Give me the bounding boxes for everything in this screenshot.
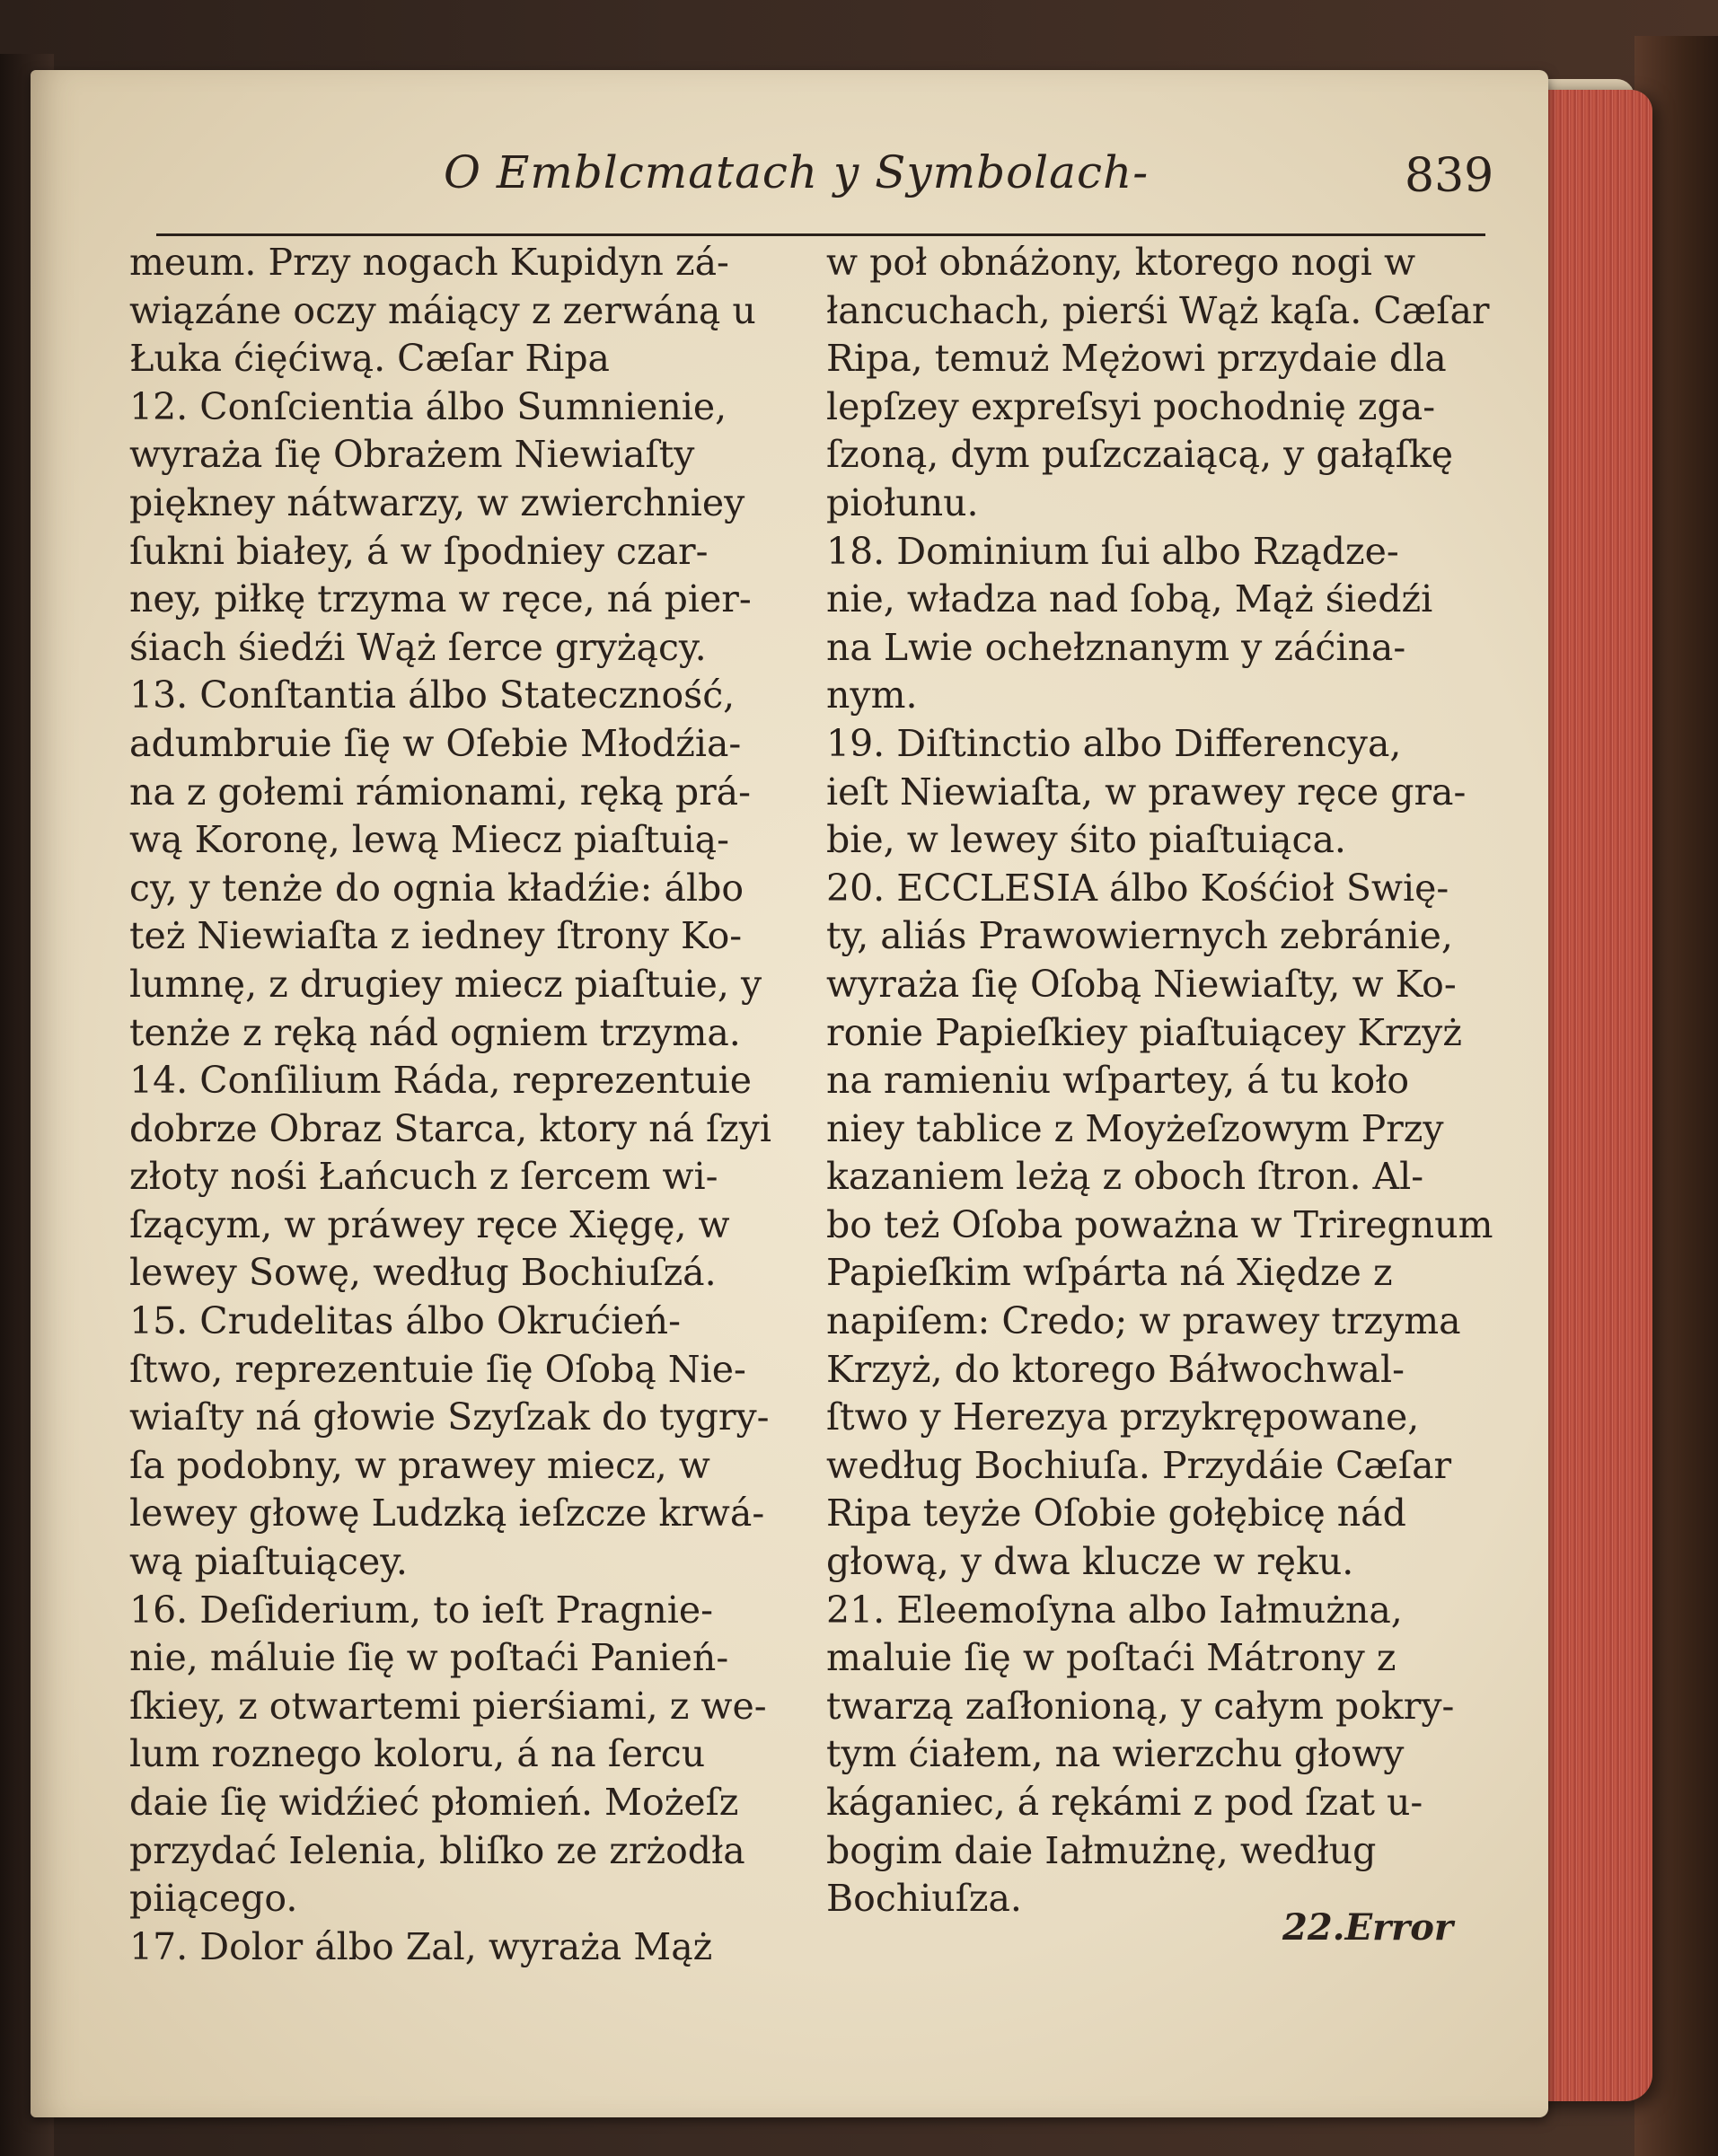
catchword: 22.Error bbox=[1282, 1906, 1453, 1949]
text-line: piołunu. bbox=[826, 480, 979, 524]
text-line: tym ćiałem, na wierzchu głowy bbox=[826, 1732, 1405, 1776]
text-line: ſa podobny, w prawey miecz, w bbox=[129, 1443, 710, 1487]
text-line: kazaniem leżą z oboch ſtron. Al- bbox=[826, 1155, 1424, 1199]
text-line: wyraża ſię Obrażem Niewiaſty bbox=[129, 433, 695, 477]
text-line: 21. Eleemoſyna albo Iałmużna, bbox=[826, 1588, 1403, 1632]
text-line: daie ſię widźieć płomień. Możeſz bbox=[129, 1781, 739, 1824]
text-line: lum roznego koloru, á na ſercu bbox=[129, 1732, 706, 1776]
text-line: adumbruie ſię w Oſebie Młodźia- bbox=[129, 721, 742, 765]
text-line: 14. Conſilium Ráda, reprezentuie bbox=[129, 1059, 753, 1103]
text-line: wiązáne oczy máiący z zerwáną u bbox=[129, 288, 756, 332]
left-column bbox=[129, 239, 789, 1971]
text-line: ronie Papieſkiey piaſtuiącey Krzyż bbox=[826, 1010, 1462, 1054]
right-column bbox=[826, 239, 1493, 1923]
text-line: 13. Conſtantia álbo Stateczność, bbox=[129, 673, 736, 717]
text-line: głową, y dwa klucze w ręku. bbox=[826, 1540, 1354, 1584]
page-number: 839 bbox=[1405, 149, 1494, 203]
text-line: Ripa, temuż Mężowi przydaie dla bbox=[826, 337, 1447, 381]
text-line: nie, władza nad ſobą, Mąż śiedźi bbox=[826, 577, 1433, 621]
text-line: 20. ECCLESIA álbo Kośćioł Swię- bbox=[826, 866, 1449, 910]
text-line: Łuka ćięćiwą. Cæſar Ripa bbox=[129, 337, 611, 381]
text-line: bie, w lewey śito piaſtuiąca. bbox=[826, 818, 1346, 862]
text-line: wą piaſtuiącey. bbox=[129, 1540, 408, 1584]
text-line: złoty nośi Łańcuch z ſercem wi- bbox=[129, 1155, 718, 1199]
text-line: ſukni białey, á w ſpodniey czar- bbox=[129, 529, 709, 573]
text-line: cy, y tenże do ognia kładźie: álbo bbox=[129, 866, 744, 910]
text-line: na ramieniu wſpartey, á tu koło bbox=[826, 1059, 1410, 1103]
text-line: káganiec, á rękámi z pod ſzat u- bbox=[826, 1781, 1423, 1824]
text-line: przydać Ielenia, bliſko ze zrżodła bbox=[129, 1828, 745, 1872]
text-line: nym. bbox=[826, 673, 918, 717]
text-line: meum. Przy nogach Kupidyn zá- bbox=[129, 241, 729, 284]
text-line: napiſem: Credo; w prawey trzyma bbox=[826, 1299, 1461, 1343]
text-line: na z gołemi rámionami, ręką prá- bbox=[129, 770, 751, 814]
text-line: niey tablice z Moyżeſzowym Przy bbox=[826, 1106, 1444, 1150]
text-line: wą Koronę, lewą Miecz piaſtuią- bbox=[129, 818, 729, 862]
text-line: ney, piłkę trzyma w ręce, ná pier- bbox=[129, 577, 752, 621]
text-line: 17. Dolor álbo Zal, wyraża Mąż bbox=[129, 1924, 713, 1968]
text-line: śiach śiedźi Wąż ſerce gryżący. bbox=[129, 625, 707, 669]
text-line: ieſt Niewiaſta, w prawey ręce gra- bbox=[826, 770, 1467, 814]
text-line: 18. Dominium ſui albo Rządze- bbox=[826, 529, 1399, 573]
text-line: tenże z ręką nád ogniem trzyma. bbox=[129, 1010, 741, 1054]
text-line: lumnę, z drugiey miecz piaſtuie, y bbox=[129, 962, 762, 1006]
text-line: piękney nátwarzy, w zwierchniey bbox=[129, 480, 745, 524]
header-rule bbox=[156, 233, 1485, 236]
text-line: 15. Crudelitas álbo Okrućień- bbox=[129, 1299, 681, 1343]
text-line: wyraża ſię Oſobą Niewiaſty, w Ko- bbox=[826, 962, 1457, 1006]
book-page bbox=[31, 70, 1548, 2117]
text-line: Bochiuſza. bbox=[826, 1877, 1022, 1921]
text-line: w poł obnáżony, ktorego nogi w bbox=[826, 241, 1416, 284]
text-line: 12. Conſcientia álbo Sumnienie, bbox=[129, 384, 727, 428]
text-line: maluie ſię w poſtaći Mátrony z bbox=[826, 1636, 1396, 1680]
text-line: według Bochiuſa. Przydáie Cæſar bbox=[826, 1443, 1452, 1487]
text-line: ſzącym, w práwey ręce Xięgę, w bbox=[129, 1202, 730, 1246]
text-line: nie, máluie ſię w poſtaći Panień- bbox=[129, 1636, 729, 1680]
text-line: 16. Deſiderium, to ieſt Pragnie- bbox=[129, 1588, 713, 1632]
text-line: twarzą zaſłonioną, y całym pokry- bbox=[826, 1684, 1455, 1728]
text-line: lewey Sowę, według Bochiuſzá. bbox=[129, 1251, 717, 1295]
text-line: bogim daie Iałmużnę, według bbox=[826, 1828, 1377, 1872]
text-line: ſtwo y Herezya przykrępowane, bbox=[826, 1395, 1420, 1439]
text-line: dobrze Obraz Starca, ktory ná ſzyi bbox=[129, 1106, 772, 1150]
text-line: Papieſkim wſpárta ná Xiędze z bbox=[826, 1251, 1393, 1295]
text-line: też Niewiaſta z iedney ſtrony Ko- bbox=[129, 914, 743, 958]
text-line: Ripa teyże Oſobie gołębicę nád bbox=[826, 1492, 1406, 1536]
text-line: ſzoną, dym puſzczaiącą, y gałąſkę bbox=[826, 433, 1454, 477]
text-line: lepſzey expreſsyi pochodnię zga- bbox=[826, 384, 1436, 428]
text-line: ſkiey, z otwartemi pierśiami, z we- bbox=[129, 1684, 767, 1728]
text-line: ſtwo, reprezentuie ſię Oſobą Nie- bbox=[129, 1347, 746, 1391]
text-line: Krzyż, do ktorego Báłwochwal- bbox=[826, 1347, 1405, 1391]
text-line: lewey głowę Ludzką ieſzcze krwá- bbox=[129, 1492, 765, 1536]
text-line: piiącego. bbox=[129, 1877, 298, 1921]
text-line: 19. Diſtinctio albo Differencya, bbox=[826, 721, 1402, 765]
text-line: na Lwie ochełznanym y záćina- bbox=[826, 625, 1406, 669]
text-line: wiaſty ná głowie Szyſzak do tygry- bbox=[129, 1395, 770, 1439]
text-line: łancuchach, pierśi Wąż kąſa. Cæſar bbox=[826, 288, 1490, 332]
text-line: ty, aliás Prawowiernych zebránie, bbox=[826, 914, 1453, 958]
text-line: bo też Oſoba poważna w Triregnum bbox=[826, 1202, 1493, 1246]
running-title: O Emblcmatach y Symbolach- bbox=[444, 146, 1150, 198]
